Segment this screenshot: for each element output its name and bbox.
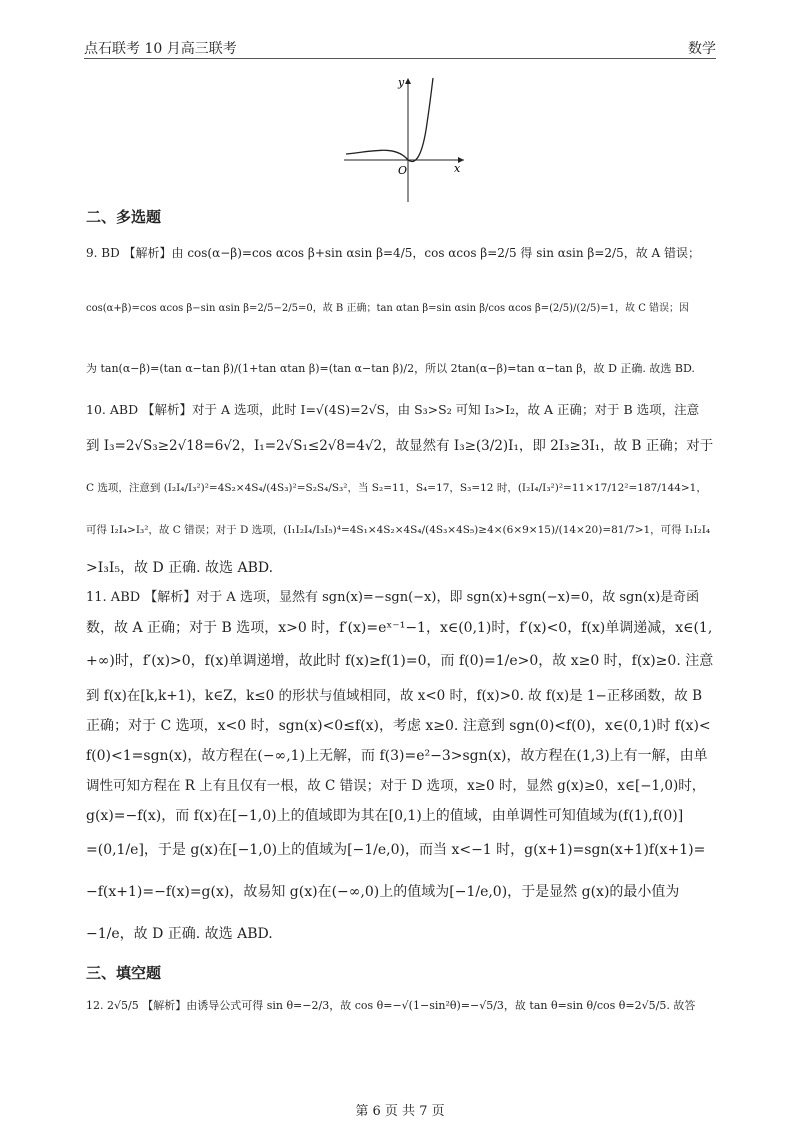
q11-line-7: 调性可知方程在 R 上有且仅有一根，故 C 错误；对于 D 选项，x≥0 时，显然 g(x)≥0，x∈[−1,0)时， xyxy=(86,778,706,794)
q10-line-4: 可得 I₂I₄>I₃²，故 C 错误；对于 D 选项，(I₁I₂I₄/I₃I₅)⁴=4S₁×4S₂×4S₄/(4S₃×4S₅)≥4×(6×9×15)/(14×20)=81/7>1，可得 I₁I₂I₄ xyxy=(86,524,711,536)
q11-line-8: g(x)=−f(x)，而 f(x)在[−1,0)上的值域即为其在[0,1)上的值域，由单调性可知值域为(f(1),f(0)] xyxy=(86,808,684,824)
x-axis-label: x xyxy=(454,162,461,175)
q11-line-2: 数，故 A 正确；对于 B 选项，x>0 时，f′(x)=eˣ⁻¹−1，x∈(0,1)时，f′(x)<0，f(x)单调递减，x∈(1, xyxy=(86,620,713,636)
q10-line-3: C 选项，注意到 (I₂I₄/I₃²)²=4S₂×4S₄/(4S₃)²=S₂S₄/S₃²，当 S₂=11，S₄=17，S₃=12 时，(I₂I₄/I₃²)²=11×17/12²=187/144>1， xyxy=(86,482,707,494)
y-axis-arrow xyxy=(405,78,411,84)
q11-line-1: 11. ABD 【解析】对于 A 选项，显然有 sgn(x)=−sgn(−x)，即 sgn(x)+sgn(−x)=0，故 sgn(x)是奇函 xyxy=(86,590,700,605)
header-subject: 数学 xyxy=(688,41,716,57)
q11-line-4: 到 f(x)在[k,k+1)，k∈Z，k≤0 的形状与值域相同，故 x<0 时，f(x)>0. 故 f(x)是 1−正移函数，故 B xyxy=(86,688,703,704)
q10-line-1: 10. ABD 【解析】对于 A 选项，此时 I=√(4S)=2√S，由 S₃>S₂ 可知 I₃>I₂，故 A 正确；对于 B 选项，注意 xyxy=(86,402,700,417)
q9-line-2: cos(α+β)=cos αcos β−sin αsin β=2/5−2/5=0，故 B 正确；tan αtan β=sin αsin β/cos αcos β=(2/5)/(2/5)=1，故 C 错误；因 xyxy=(86,303,690,314)
section-heading-fill-blank: 三、填空题 xyxy=(86,964,162,982)
q10-line-5: >I₃I₅，故 D 正确. 故选 ABD. xyxy=(86,560,274,576)
q11-line-3: +∞)时，f′(x)>0，f(x)单调递增，故此时 f(x)≥f(1)=0，而 f(0)=1/e>0，故 x≥0 时，f(x)≥0. 注意 xyxy=(86,653,714,669)
q11-line-10: −f(x+1)=−f(x)=g(x)，故易知 g(x)在(−∞,0)上的值域为[−1/e,0)，于是显然 g(x)的最小值为 xyxy=(86,884,680,900)
origin-label: O xyxy=(398,164,408,177)
q11-line-9: =(0,1/e]，于是 g(x)在[−1,0)上的值域为[−1/e,0)，而当 x<−1 时，g(x+1)=sgn(x+1)f(x+1)= xyxy=(86,842,706,858)
q9-line-3: 为 tan(α−β)=(tan α−tan β)/(1+tan αtan β)=(tan α−tan β)/2，所以 2tan(α−β)=tan α−tan β，故 D 正确. 故选 BD. xyxy=(86,362,695,375)
q12-line-1: 12. 2√5/5 【解析】由诱导公式可得 sin θ=−2/3，故 cos θ=−√(1−sin²θ)=−√5/3，故 tan θ=sin θ/cos θ=2√5/5. 故答 xyxy=(86,999,696,1012)
y-axis-label: y xyxy=(398,76,405,89)
header-title: 点石联考 10 月高三联考 xyxy=(84,41,237,57)
function-curve xyxy=(346,78,433,162)
page-header xyxy=(84,30,716,59)
q11-line-11: −1/e，故 D 正确. 故选 ABD. xyxy=(86,926,273,942)
page-footer: 第 6 页 共 7 页 xyxy=(355,1104,445,1119)
section-heading-multi-choice: 二、多选题 xyxy=(86,208,162,226)
q11-line-6: f(0)<1=sgn(x)，故方程在(−∞,1)上无解，而 f(3)=e²−3>sgn(x)，故方程在(1,3)上有一解，由单 xyxy=(86,748,708,764)
function-graph xyxy=(340,74,470,204)
q9-line-1: 9. BD 【解析】由 cos(α−β)=cos αcos β+sin αsin β=4/5，cos αcos β=2/5 得 sin αsin β=2/5，故 A 错误； xyxy=(86,246,701,260)
q10-line-2: 到 I₃=2√S₃≥2√18=6√2，I₁=2√S₁≤2√8=4√2，故显然有 I₃≥(3/2)I₁，即 2I₃≥3I₁，故 B 正确；对于 xyxy=(86,438,714,454)
q11-line-5: 正确；对于 C 选项，x<0 时，sgn(x)<0≤f(x)，考虑 x≥0. 注意到 sgn(0)<f(0)，x∈(0,1)时 f(x)< xyxy=(86,718,711,734)
